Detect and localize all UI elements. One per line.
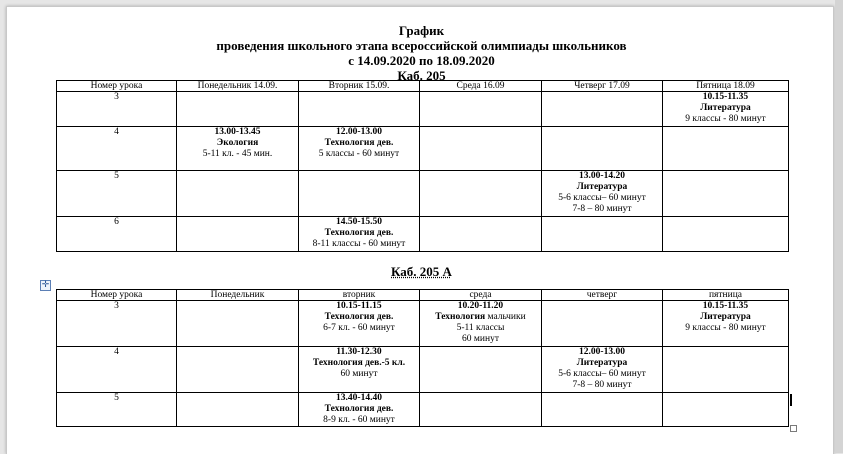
schedule-cell[interactable]: [542, 171, 663, 217]
column-header: Пятница 18.09: [663, 81, 789, 92]
session-details: 5-11 кл. - 45 мин.: [202, 149, 273, 159]
schedule-cell[interactable]: [177, 217, 299, 252]
session-subject: Технология дев.: [324, 312, 394, 322]
session-subject-line: [299, 358, 419, 369]
table-row: [57, 347, 789, 393]
session-details: 8-11 классы - 60 минут: [312, 239, 406, 249]
schedule-cell[interactable]: [420, 217, 542, 252]
column-header: Понедельник 14.09.: [177, 81, 299, 92]
session-time: 13.00-13.45: [214, 127, 261, 137]
session-subject-line: [299, 312, 419, 323]
schedule-cell[interactable]: [420, 127, 542, 171]
session-details: 6-7 кл. - 60 минут: [323, 323, 395, 333]
column-header: пятница: [663, 290, 789, 301]
schedule-table-room-205a: [56, 289, 789, 427]
table-header-row: [57, 290, 789, 301]
schedule-cell[interactable]: [299, 217, 420, 252]
column-header: среда: [420, 290, 542, 301]
lesson-number: 3: [57, 92, 177, 127]
table-row: [57, 171, 789, 217]
schedule-cell[interactable]: [663, 171, 789, 217]
column-header: четверг: [542, 290, 663, 301]
schedule-cell[interactable]: [542, 127, 663, 171]
session-time: 14.50-15.50: [336, 217, 382, 227]
session-time: 13.40-14.40: [336, 393, 382, 403]
column-header: Четверг 17.09: [542, 81, 663, 92]
schedule-cell[interactable]: [420, 347, 542, 393]
lesson-number: 5: [57, 393, 177, 427]
table-row: [57, 217, 789, 252]
session-subject-line: [299, 138, 419, 149]
schedule-cell[interactable]: [663, 301, 789, 347]
session-details: 9 классы - 80 минут: [685, 114, 766, 124]
text-cursor: [790, 394, 792, 406]
schedule-cell[interactable]: [663, 393, 789, 427]
column-header: Среда 16.09: [420, 81, 542, 92]
table-row: [57, 393, 789, 427]
session-subject: Технология дев.-5 кл.: [312, 358, 406, 368]
session-details: 7-8 – 80 минут: [572, 380, 632, 390]
schedule-cell[interactable]: [177, 347, 299, 393]
table-row: [57, 301, 789, 347]
session-subject-line: [663, 312, 788, 323]
room-205a-heading: Каб. 205 А: [391, 264, 452, 279]
table-row: [57, 127, 789, 171]
lesson-number: 6: [57, 217, 177, 252]
schedule-cell[interactable]: [542, 301, 663, 347]
schedule-cell[interactable]: [663, 127, 789, 171]
session-subject: Технология: [435, 312, 486, 322]
session-details: 9 классы - 80 минут: [685, 323, 766, 333]
session-details: 5-6 классы– 60 минут: [558, 369, 646, 379]
schedule-cell[interactable]: [420, 393, 542, 427]
session-details: 8-9 кл. - 60 минут: [323, 415, 395, 425]
lesson-number: 4: [57, 127, 177, 171]
doc-subtitle: проведения школьного этапа всероссийской олимпиады школьников: [216, 38, 627, 53]
session-subject: Технология дев.: [324, 404, 394, 414]
session-details: 5-6 классы– 60 минут: [558, 193, 646, 203]
schedule-cell[interactable]: [177, 92, 299, 127]
session-details: 5 классы - 60 минут: [318, 149, 400, 159]
session-time: 10.15-11.35: [702, 301, 749, 311]
table-row: [57, 92, 789, 127]
schedule-cell[interactable]: [420, 92, 542, 127]
session-subject-line: [299, 404, 419, 415]
column-header: Номер урока: [57, 290, 177, 301]
session-subject: Экология: [216, 138, 259, 148]
session-details: 5-11 классы: [456, 323, 505, 333]
session-time: 12.00-13.00: [579, 347, 625, 357]
session-subject: Литература: [700, 103, 751, 113]
session-subject-line: [663, 103, 788, 114]
session-subject: Технология дев.: [324, 138, 394, 148]
session-subject-line: [299, 228, 419, 239]
table-resize-handle[interactable]: [790, 425, 797, 432]
schedule-cell[interactable]: [299, 393, 420, 427]
column-header: Вторник 15.09.: [299, 81, 420, 92]
session-subject-line: [542, 182, 662, 193]
session-subject: Литература: [576, 182, 628, 192]
session-time: 11.30-12.30: [336, 347, 382, 357]
session-subject-line: [177, 138, 298, 149]
session-subject-suffix: мальчики: [485, 312, 526, 322]
session-subject-line: [542, 358, 662, 369]
session-subject: Литература: [700, 312, 751, 322]
session-time: 10.15-11.35: [702, 92, 749, 102]
session-time: 10.20-11.20: [457, 301, 504, 311]
session-time: 13.00-14.20: [579, 171, 625, 181]
column-header: Номер урока: [57, 81, 177, 92]
session-details: 60 минут: [340, 369, 378, 379]
lesson-number: 3: [57, 301, 177, 347]
session-subject: Технология дев.: [324, 228, 394, 238]
schedule-cell[interactable]: [542, 92, 663, 127]
lesson-number: 5: [57, 171, 177, 217]
session-time: 10.15-11.15: [336, 301, 382, 311]
schedule-cell[interactable]: [299, 301, 420, 347]
schedule-cell[interactable]: [420, 301, 542, 347]
schedule-cell[interactable]: [177, 393, 299, 427]
session-time: 12.00-13.00: [336, 127, 382, 137]
schedule-cell[interactable]: [420, 171, 542, 217]
session-subject: Литература: [576, 358, 628, 368]
schedule-cell[interactable]: [299, 127, 420, 171]
schedule-cell[interactable]: [542, 217, 663, 252]
table-move-handle-icon[interactable]: ✛: [41, 280, 50, 290]
schedule-cell[interactable]: [663, 217, 789, 252]
schedule-cell[interactable]: [177, 171, 299, 217]
schedule-table-room-205: [56, 80, 789, 252]
schedule-cell[interactable]: [542, 347, 663, 393]
schedule-cell[interactable]: [177, 127, 299, 171]
schedule-cell[interactable]: [542, 393, 663, 427]
session-subject-line: [420, 312, 541, 323]
schedule-cell[interactable]: [177, 301, 299, 347]
doc-title: График: [398, 23, 445, 38]
schedule-cell[interactable]: [299, 347, 420, 393]
lesson-number: 4: [57, 347, 177, 393]
schedule-cell[interactable]: [299, 92, 420, 127]
schedule-cell[interactable]: [663, 347, 789, 393]
session-details: 60 минут: [462, 334, 499, 344]
column-header: вторник: [299, 290, 420, 301]
doc-date-range: с 14.09.2020 по 18.09.2020: [348, 53, 495, 68]
schedule-cell[interactable]: [299, 171, 420, 217]
schedule-cell[interactable]: [663, 92, 789, 127]
room-205-heading: Каб. 205: [397, 68, 446, 83]
session-details: 7-8 – 80 минут: [572, 204, 632, 214]
table-header-row: [57, 81, 789, 92]
column-header: Понедельник: [177, 290, 299, 301]
